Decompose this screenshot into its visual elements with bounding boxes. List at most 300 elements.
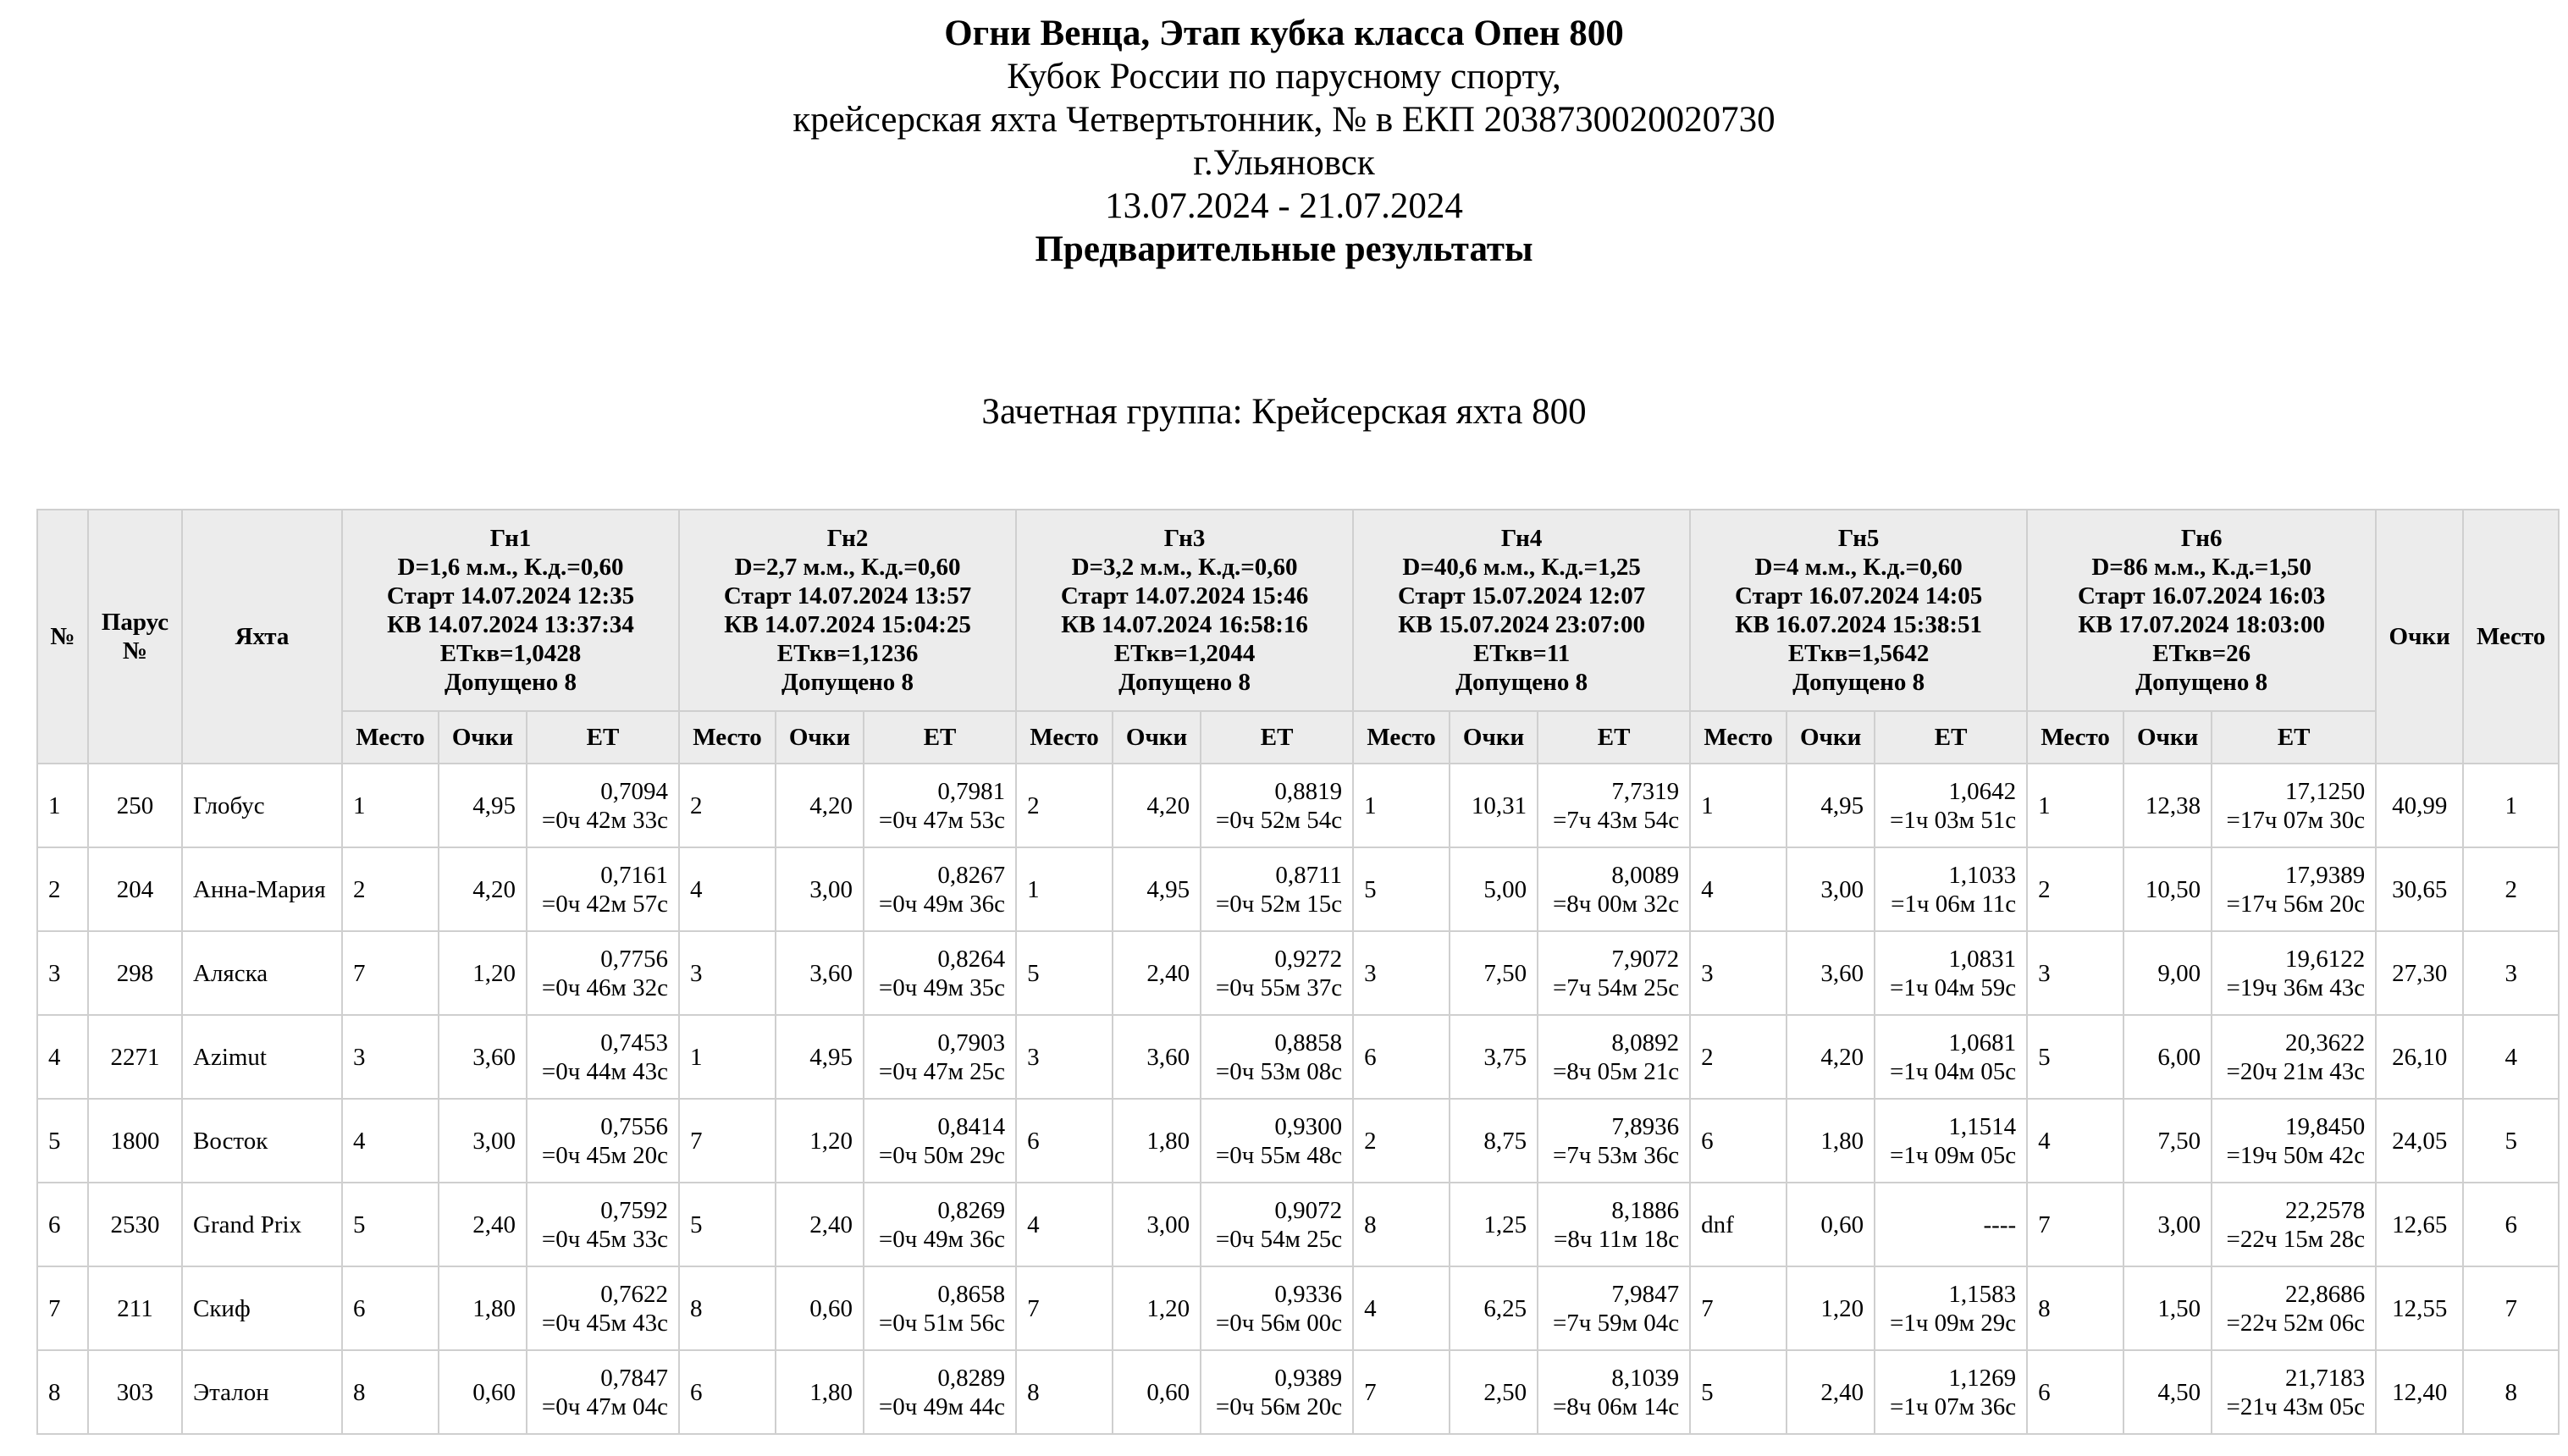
et-value: 0,8264 bbox=[937, 945, 1006, 973]
race-place: 3 bbox=[1016, 1015, 1113, 1099]
subheader-row bbox=[37, 711, 2559, 764]
race-points: 1,80 bbox=[1113, 1099, 1201, 1183]
race-et bbox=[1538, 847, 1690, 931]
et-time: =1ч 09м 05с bbox=[1889, 1141, 2017, 1169]
col-num-header: № bbox=[37, 510, 88, 764]
race-points: 3,00 bbox=[2123, 1183, 2212, 1266]
et-time: =0ч 47м 25с bbox=[878, 1057, 1006, 1085]
et-time: =7ч 43м 54с bbox=[1552, 806, 1680, 834]
race-header bbox=[1016, 510, 1353, 711]
et-value: 0,9336 bbox=[1274, 1280, 1343, 1308]
et-time: =8ч 00м 32с bbox=[1552, 890, 1680, 918]
race-et bbox=[1538, 764, 1690, 847]
sail-number: 298 bbox=[88, 931, 182, 1015]
et-time: =0ч 55м 37с bbox=[1215, 973, 1343, 1001]
et-time: =17ч 56м 20с bbox=[2226, 890, 2366, 918]
race-points: 4,50 bbox=[2123, 1350, 2212, 1434]
race-et bbox=[527, 1099, 679, 1183]
race-place: 8 bbox=[342, 1350, 439, 1434]
et-time: =0ч 42м 33с bbox=[541, 806, 669, 834]
race-place: 6 bbox=[1016, 1099, 1113, 1183]
race-place: 2 bbox=[342, 847, 439, 931]
race-et bbox=[527, 1266, 679, 1350]
et-time: =0ч 55м 48с bbox=[1215, 1141, 1343, 1169]
race-points: 4,95 bbox=[439, 764, 527, 847]
race-points: 4,20 bbox=[1787, 1015, 1875, 1099]
race-et bbox=[1875, 931, 2027, 1015]
table-row bbox=[37, 764, 2559, 847]
et-value: 8,0089 bbox=[1611, 861, 1680, 889]
race-et bbox=[527, 931, 679, 1015]
race-etkv: ЕТкв=1,2044 bbox=[1113, 640, 1256, 667]
et-value: 8,1886 bbox=[1611, 1196, 1680, 1224]
sail-number: 2530 bbox=[88, 1183, 182, 1266]
et-value: 0,8711 bbox=[1275, 861, 1343, 889]
race-et bbox=[1201, 847, 1353, 931]
race-place: 2 bbox=[1016, 764, 1113, 847]
et-time: =0ч 51м 56с bbox=[878, 1309, 1006, 1337]
race-etkv: ЕТкв=11 bbox=[1472, 640, 1571, 667]
table-row bbox=[37, 1350, 2559, 1434]
race-et bbox=[864, 931, 1016, 1015]
total-points: 12,55 bbox=[2376, 1266, 2463, 1350]
race-et bbox=[527, 1350, 679, 1434]
race-points: 0,60 bbox=[1787, 1183, 1875, 1266]
race-place: 1 bbox=[1690, 764, 1787, 847]
race-distance: D=3,2 м.м., К.д.=0,60 bbox=[1071, 554, 1298, 581]
et-value: 19,8450 bbox=[2284, 1112, 2366, 1140]
et-value: 0,7847 bbox=[600, 1364, 669, 1392]
race-et bbox=[1538, 931, 1690, 1015]
et-time: =8ч 05м 21с bbox=[1552, 1057, 1680, 1085]
table-row bbox=[37, 1099, 2559, 1183]
et-value: 17,1250 bbox=[2284, 777, 2366, 805]
sub-points-header: Очки bbox=[439, 711, 527, 764]
yacht-name: Azimut bbox=[182, 1015, 342, 1099]
et-time: =0ч 52м 54с bbox=[1215, 806, 1343, 834]
race-name: Гн6 bbox=[2180, 525, 2223, 552]
et-time: =1ч 06м 11с bbox=[1891, 890, 2017, 918]
et-time: =1ч 07м 36с bbox=[1889, 1393, 2017, 1420]
et-time: =1ч 09м 29с bbox=[1889, 1309, 2017, 1337]
et-value: 0,8858 bbox=[1274, 1029, 1343, 1056]
col-final-place-header: Место bbox=[2463, 510, 2559, 764]
race-et bbox=[864, 847, 1016, 931]
race-points: 7,50 bbox=[1450, 931, 1538, 1015]
et-value: 0,7453 bbox=[600, 1029, 669, 1056]
race-place: 8 bbox=[1016, 1350, 1113, 1434]
race-place: 3 bbox=[679, 931, 776, 1015]
race-admitted: Допущено 8 bbox=[2135, 669, 2268, 696]
race-place: 3 bbox=[342, 1015, 439, 1099]
race-points: 10,50 bbox=[2123, 847, 2212, 931]
race-place: 1 bbox=[342, 764, 439, 847]
race-place: 6 bbox=[2027, 1350, 2123, 1434]
et-value: 0,9272 bbox=[1274, 945, 1343, 973]
race-place: 4 bbox=[2027, 1099, 2123, 1183]
final-place: 6 bbox=[2463, 1183, 2559, 1266]
et-value: 7,8936 bbox=[1611, 1112, 1680, 1140]
race-et bbox=[1201, 1183, 1353, 1266]
sail-number: 250 bbox=[88, 764, 182, 847]
et-value: 0,9300 bbox=[1274, 1112, 1343, 1140]
race-finish: КВ 17.07.2024 18:03:00 bbox=[2078, 611, 2326, 638]
sub-place-header: Место bbox=[679, 711, 776, 764]
race-points: 3,60 bbox=[1113, 1015, 1201, 1099]
race-et bbox=[1538, 1183, 1690, 1266]
race-points: 1,50 bbox=[2123, 1266, 2212, 1350]
race-et bbox=[864, 764, 1016, 847]
race-et bbox=[2212, 931, 2376, 1015]
sub-et-header: ЕТ bbox=[864, 711, 1016, 764]
row-number: 5 bbox=[37, 1099, 88, 1183]
row-number: 1 bbox=[37, 764, 88, 847]
et-value: 22,2578 bbox=[2284, 1196, 2366, 1224]
race-start: Старт 16.07.2024 16:03 bbox=[2078, 582, 2326, 609]
et-time: =7ч 53м 36с bbox=[1552, 1141, 1680, 1169]
final-place: 3 bbox=[2463, 931, 2559, 1015]
et-time: =0ч 49м 35с bbox=[878, 973, 1006, 1001]
total-points: 24,05 bbox=[2376, 1099, 2463, 1183]
et-time: =21ч 43м 05с bbox=[2226, 1393, 2366, 1420]
et-time: =0ч 44м 43с bbox=[541, 1057, 669, 1085]
sub-et-header: ЕТ bbox=[1538, 711, 1690, 764]
yacht-name: Скиф bbox=[182, 1266, 342, 1350]
et-value: 0,7756 bbox=[600, 945, 669, 973]
race-points: 1,20 bbox=[439, 931, 527, 1015]
et-time: =8ч 06м 14с bbox=[1552, 1393, 1680, 1420]
race-place: 5 bbox=[342, 1183, 439, 1266]
race-points: 3,60 bbox=[776, 931, 864, 1015]
race-points: 12,38 bbox=[2123, 764, 2212, 847]
table-row bbox=[37, 1266, 2559, 1350]
race-et bbox=[527, 1183, 679, 1266]
final-place: 8 bbox=[2463, 1350, 2559, 1434]
results-table bbox=[36, 509, 2560, 1435]
sail-number: 211 bbox=[88, 1266, 182, 1350]
race-start: Старт 14.07.2024 12:35 bbox=[386, 582, 635, 609]
et-time: =0ч 50м 29с bbox=[878, 1141, 1006, 1169]
sub-points-header: Очки bbox=[1113, 711, 1201, 764]
et-value: 1,1033 bbox=[1948, 861, 2017, 889]
et-value: 0,8819 bbox=[1274, 777, 1343, 805]
et-value: 0,7622 bbox=[600, 1280, 669, 1308]
final-place: 4 bbox=[2463, 1015, 2559, 1099]
table-row bbox=[37, 1183, 2559, 1266]
sub-et-header: ЕТ bbox=[2212, 711, 2376, 764]
race-place: 7 bbox=[679, 1099, 776, 1183]
race-et bbox=[1201, 1266, 1353, 1350]
race-points: 3,60 bbox=[439, 1015, 527, 1099]
col-sail-header: Парус № bbox=[88, 510, 182, 764]
race-et bbox=[527, 1015, 679, 1099]
race-points: 1,20 bbox=[1787, 1266, 1875, 1350]
race-points: 7,50 bbox=[2123, 1099, 2212, 1183]
race-points: 2,40 bbox=[776, 1183, 864, 1266]
race-finish: КВ 15.07.2024 23:07:00 bbox=[1398, 611, 1645, 638]
race-place: 7 bbox=[1016, 1266, 1113, 1350]
sub-points-header: Очки bbox=[1787, 711, 1875, 764]
race-et bbox=[864, 1015, 1016, 1099]
et-time: =0ч 47м 53с bbox=[878, 806, 1006, 834]
race-place: 5 bbox=[679, 1183, 776, 1266]
header-row bbox=[37, 510, 2559, 711]
results-status: Предварительные результаты bbox=[1035, 229, 1533, 269]
et-time: =0ч 49м 36с bbox=[878, 1225, 1006, 1253]
et-value: 0,8414 bbox=[937, 1112, 1006, 1140]
et-time: =19ч 50м 42с bbox=[2226, 1141, 2366, 1169]
table-row bbox=[37, 931, 2559, 1015]
row-number: 6 bbox=[37, 1183, 88, 1266]
race-distance: D=4 м.м., К.д.=0,60 bbox=[1754, 554, 1963, 581]
city-line: г.Ульяновск bbox=[1193, 143, 1375, 183]
race-points: 3,00 bbox=[776, 847, 864, 931]
race-et bbox=[1875, 1183, 2027, 1266]
race-et bbox=[864, 1350, 1016, 1434]
sail-number: 2271 bbox=[88, 1015, 182, 1099]
race-et bbox=[1875, 1099, 2027, 1183]
race-place: 6 bbox=[1690, 1099, 1787, 1183]
race-place: 7 bbox=[1690, 1266, 1787, 1350]
et-time: =20ч 21м 43с bbox=[2226, 1057, 2366, 1085]
sail-number: 204 bbox=[88, 847, 182, 931]
race-et bbox=[1875, 764, 2027, 847]
race-place: 5 bbox=[1690, 1350, 1787, 1434]
race-place: 8 bbox=[679, 1266, 776, 1350]
et-value: 0,7903 bbox=[937, 1029, 1006, 1056]
et-time: =7ч 54м 25с bbox=[1552, 973, 1680, 1001]
results-body bbox=[37, 764, 2559, 1434]
et-value: 19,6122 bbox=[2284, 945, 2366, 973]
race-header bbox=[342, 510, 679, 711]
ekp-line: крейсерская яхта Четвертьтонник, № в ЕКП 2038730020020730 bbox=[792, 100, 1776, 140]
race-start: Старт 16.07.2024 14:05 bbox=[1734, 582, 1983, 609]
et-value: 0,8267 bbox=[937, 861, 1006, 889]
total-points: 26,10 bbox=[2376, 1015, 2463, 1099]
race-admitted: Допущено 8 bbox=[781, 669, 914, 696]
race-admitted: Допущено 8 bbox=[1118, 669, 1251, 696]
et-value: 0,8269 bbox=[937, 1196, 1006, 1224]
race-et bbox=[1875, 847, 2027, 931]
race-points: 4,20 bbox=[439, 847, 527, 931]
et-value: 1,1269 bbox=[1948, 1364, 2017, 1392]
et-time: =0ч 45м 43с bbox=[541, 1309, 669, 1337]
race-et bbox=[1201, 1350, 1353, 1434]
cup-subtitle: Кубок России по парусному спорту, bbox=[1007, 57, 1561, 97]
sub-et-header: ЕТ bbox=[527, 711, 679, 764]
race-place: 4 bbox=[1016, 1183, 1113, 1266]
race-admitted: Допущено 8 bbox=[1792, 669, 1925, 696]
race-place: 2 bbox=[679, 764, 776, 847]
race-name: Гн2 bbox=[826, 525, 869, 552]
race-place: 1 bbox=[2027, 764, 2123, 847]
sub-et-header: ЕТ bbox=[1201, 711, 1353, 764]
race-points: 3,60 bbox=[1787, 931, 1875, 1015]
race-points: 5,00 bbox=[1450, 847, 1538, 931]
race-distance: D=86 м.м., К.д.=1,50 bbox=[2091, 554, 2312, 581]
dates-line: 13.07.2024 - 21.07.2024 bbox=[1105, 186, 1463, 226]
et-time: =22ч 15м 28с bbox=[2226, 1225, 2366, 1253]
total-points: 40,99 bbox=[2376, 764, 2463, 847]
race-et bbox=[2212, 1266, 2376, 1350]
et-time: =0ч 49м 44с bbox=[878, 1393, 1006, 1420]
et-time: =0ч 56м 00с bbox=[1215, 1309, 1343, 1337]
race-et bbox=[1538, 1015, 1690, 1099]
race-points: 8,75 bbox=[1450, 1099, 1538, 1183]
race-start: Старт 15.07.2024 12:07 bbox=[1397, 582, 1646, 609]
race-etkv: ЕТкв=1,5642 bbox=[1787, 640, 1930, 667]
race-header bbox=[679, 510, 1016, 711]
race-points: 3,00 bbox=[1113, 1183, 1201, 1266]
et-value: ---- bbox=[1983, 1211, 2017, 1238]
race-et bbox=[1538, 1350, 1690, 1434]
race-points: 2,50 bbox=[1450, 1350, 1538, 1434]
sub-place-header: Место bbox=[342, 711, 439, 764]
et-value: 0,7981 bbox=[937, 777, 1006, 805]
et-value: 21,7183 bbox=[2284, 1364, 2366, 1392]
et-time: =0ч 47м 04с bbox=[541, 1393, 669, 1420]
race-points: 2,40 bbox=[439, 1183, 527, 1266]
et-time: =7ч 59м 04с bbox=[1552, 1309, 1680, 1337]
et-time: =1ч 04м 05с bbox=[1889, 1057, 2017, 1085]
et-value: 0,9389 bbox=[1274, 1364, 1343, 1392]
race-points: 1,20 bbox=[776, 1099, 864, 1183]
results-table-wrapper bbox=[36, 509, 2552, 1435]
race-et bbox=[1875, 1350, 2027, 1434]
et-time: =0ч 42м 57с bbox=[541, 890, 669, 918]
et-value: 0,8658 bbox=[937, 1280, 1006, 1308]
race-distance: D=2,7 м.м., К.д.=0,60 bbox=[734, 554, 961, 581]
et-time: =0ч 52м 15с bbox=[1215, 890, 1343, 918]
race-name: Гн1 bbox=[489, 525, 532, 552]
race-place: 8 bbox=[1353, 1183, 1450, 1266]
et-time: =0ч 56м 20с bbox=[1215, 1393, 1343, 1420]
race-points: 4,95 bbox=[1787, 764, 1875, 847]
sub-points-header: Очки bbox=[2123, 711, 2212, 764]
total-points: 30,65 bbox=[2376, 847, 2463, 931]
race-et bbox=[1538, 1099, 1690, 1183]
et-value: 8,0892 bbox=[1611, 1029, 1680, 1056]
race-place: 7 bbox=[342, 931, 439, 1015]
race-place: dnf bbox=[1690, 1183, 1787, 1266]
col-total-points-header: Очки bbox=[2376, 510, 2463, 764]
race-place: 1 bbox=[1016, 847, 1113, 931]
race-points: 6,25 bbox=[1450, 1266, 1538, 1350]
et-time: =0ч 49м 36с bbox=[878, 890, 1006, 918]
race-points: 6,00 bbox=[2123, 1015, 2212, 1099]
sail-number: 303 bbox=[88, 1350, 182, 1434]
race-et bbox=[1201, 1099, 1353, 1183]
race-points: 0,60 bbox=[439, 1350, 527, 1434]
race-points: 1,20 bbox=[1113, 1266, 1201, 1350]
et-time: =17ч 07м 30с bbox=[2226, 806, 2366, 834]
row-number: 7 bbox=[37, 1266, 88, 1350]
race-admitted: Допущено 8 bbox=[1455, 669, 1588, 696]
race-finish: КВ 14.07.2024 16:58:16 bbox=[1061, 611, 1308, 638]
race-finish: КВ 16.07.2024 15:38:51 bbox=[1735, 611, 1982, 638]
race-points: 4,20 bbox=[776, 764, 864, 847]
final-place: 5 bbox=[2463, 1099, 2559, 1183]
et-time: =0ч 53м 08с bbox=[1215, 1057, 1343, 1085]
et-time: =1ч 04м 59с bbox=[1889, 973, 2017, 1001]
final-place: 1 bbox=[2463, 764, 2559, 847]
total-points: 12,65 bbox=[2376, 1183, 2463, 1266]
race-place: 3 bbox=[2027, 931, 2123, 1015]
race-et bbox=[1201, 1015, 1353, 1099]
sub-place-header: Место bbox=[1016, 711, 1113, 764]
race-place: 1 bbox=[1353, 764, 1450, 847]
race-points: 4,20 bbox=[1113, 764, 1201, 847]
race-place: 4 bbox=[679, 847, 776, 931]
document-header bbox=[0, 0, 2568, 271]
yacht-name: Grand Prix bbox=[182, 1183, 342, 1266]
et-time: =0ч 45м 20с bbox=[541, 1141, 669, 1169]
race-points: 4,95 bbox=[1113, 847, 1201, 931]
race-admitted: Допущено 8 bbox=[445, 669, 577, 696]
race-name: Гн5 bbox=[1837, 525, 1880, 552]
race-points: 1,80 bbox=[776, 1350, 864, 1434]
race-et bbox=[2212, 1350, 2376, 1434]
col-yacht-header: Яхта bbox=[182, 510, 342, 764]
et-value: 0,8289 bbox=[937, 1364, 1006, 1392]
race-et bbox=[527, 847, 679, 931]
race-place: 3 bbox=[1690, 931, 1787, 1015]
final-place: 7 bbox=[2463, 1266, 2559, 1350]
race-header bbox=[1690, 510, 2027, 711]
sub-place-header: Место bbox=[1353, 711, 1450, 764]
sub-place-header: Место bbox=[2027, 711, 2123, 764]
yacht-name: Глобус bbox=[182, 764, 342, 847]
race-start: Старт 14.07.2024 15:46 bbox=[1060, 582, 1309, 609]
et-value: 8,1039 bbox=[1611, 1364, 1680, 1392]
race-place: 1 bbox=[679, 1015, 776, 1099]
race-place: 5 bbox=[2027, 1015, 2123, 1099]
table-row bbox=[37, 847, 2559, 931]
race-place: 4 bbox=[1690, 847, 1787, 931]
race-place: 8 bbox=[2027, 1266, 2123, 1350]
race-place: 4 bbox=[1353, 1266, 1450, 1350]
et-time: =0ч 45м 33с bbox=[541, 1225, 669, 1253]
et-value: 20,3622 bbox=[2284, 1029, 2366, 1056]
total-points: 27,30 bbox=[2376, 931, 2463, 1015]
race-points: 3,75 bbox=[1450, 1015, 1538, 1099]
regatta-title: Огни Венца, Этап кубка класса Опен 800 bbox=[944, 14, 1624, 53]
sub-points-header: Очки bbox=[776, 711, 864, 764]
race-points: 2,40 bbox=[1113, 931, 1201, 1015]
race-points: 1,80 bbox=[439, 1266, 527, 1350]
race-points: 0,60 bbox=[1113, 1350, 1201, 1434]
row-number: 4 bbox=[37, 1015, 88, 1099]
race-start: Старт 14.07.2024 13:57 bbox=[723, 582, 972, 609]
et-time: =19ч 36м 43с bbox=[2226, 973, 2366, 1001]
et-value: 7,7319 bbox=[1611, 777, 1680, 805]
et-value: 22,8686 bbox=[2284, 1280, 2366, 1308]
race-et bbox=[527, 764, 679, 847]
yacht-name: Анна-Мария bbox=[182, 847, 342, 931]
et-value: 17,9389 bbox=[2284, 861, 2366, 889]
race-et bbox=[864, 1099, 1016, 1183]
et-value: 0,7592 bbox=[600, 1196, 669, 1224]
sub-points-header: Очки bbox=[1450, 711, 1538, 764]
race-et bbox=[2212, 1099, 2376, 1183]
et-value: 1,0642 bbox=[1948, 777, 2017, 805]
table-row bbox=[37, 1015, 2559, 1099]
race-points: 3,00 bbox=[439, 1099, 527, 1183]
race-place: 7 bbox=[2027, 1183, 2123, 1266]
race-et bbox=[2212, 764, 2376, 847]
race-place: 3 bbox=[1353, 931, 1450, 1015]
et-value: 1,1514 bbox=[1948, 1112, 2017, 1140]
